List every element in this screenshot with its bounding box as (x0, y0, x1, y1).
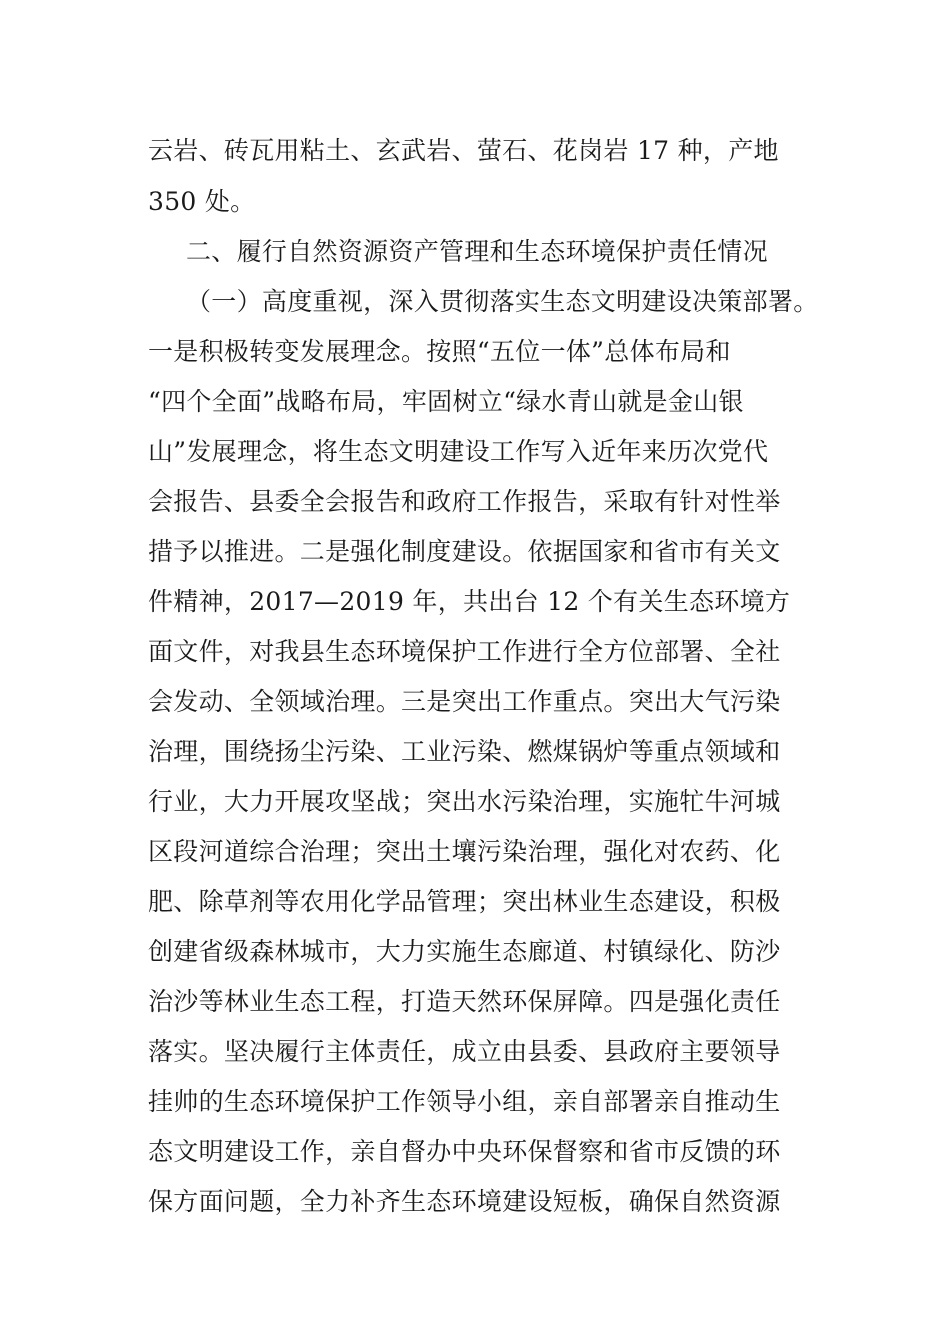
subsection-heading: （一）高度重视，深入贯彻落实生态文明建设决策部署。 (186, 287, 819, 316)
text-line-5: 一是积极转变发展理念。按照“五位一体”总体布局和 (148, 337, 731, 366)
text-line-20: 挂帅的生态环境保护工作领导小组，亲自部署亲自推动生 (148, 1087, 781, 1116)
text-line-2: 350 处。 (148, 187, 256, 216)
text-line-7: 山”发展理念，将生态文明建设工作写入近年来历次党代 (148, 437, 769, 466)
text-line-1: 云岩、砖瓦用粘土、玄武岩、萤石、花岗岩 17 种，产地 (148, 136, 779, 165)
text-line-19: 落实。坚决履行主体责任，成立由县委、县政府主要领导 (148, 1037, 781, 1066)
text-line-18: 治沙等林业生态工程，打造天然环保屏障。四是强化责任 (148, 987, 781, 1016)
text-line-14: 行业，大力开展攻坚战；突出水污染治理，实施牤牛河城 (148, 787, 781, 816)
text-line-16: 肥、除草剂等农用化学品管理；突出林业生态建设，积极 (148, 887, 781, 916)
text-line-17: 创建省级森林城市，大力实施生态廊道、村镇绿化、防沙 (148, 937, 781, 966)
text-line-15: 区段河道综合治理；突出土壤污染治理，强化对农药、化 (148, 837, 781, 866)
text-line-10: 件精神，2017—2019 年，共出台 12 个有关生态环境方 (148, 587, 791, 616)
text-line-22: 保方面问题，全力补齐生态环境建设短板，确保自然资源 (148, 1187, 781, 1216)
text-line-11: 面文件，对我县生态环境保护工作进行全方位部署、全社 (148, 637, 781, 666)
text-line-9: 措予以推进。二是强化制度建设。依据国家和省市有关文 (148, 537, 781, 566)
text-line-21: 态文明建设工作，亲自督办中央环保督察和省市反馈的环 (148, 1137, 781, 1166)
text-line-12: 会发动、全领域治理。三是突出工作重点。突出大气污染 (148, 687, 781, 716)
text-line-13: 治理，围绕扬尘污染、工业污染、燃煤锅炉等重点领域和 (148, 737, 781, 766)
section-heading: 二、履行自然资源资产管理和生态环境保护责任情况 (186, 237, 768, 266)
text-line-8: 会报告、县委全会报告和政府工作报告，采取有针对性举 (148, 487, 781, 516)
text-line-6: “四个全面”战略布局，牢固树立“绿水青山就是金山银 (148, 387, 744, 416)
